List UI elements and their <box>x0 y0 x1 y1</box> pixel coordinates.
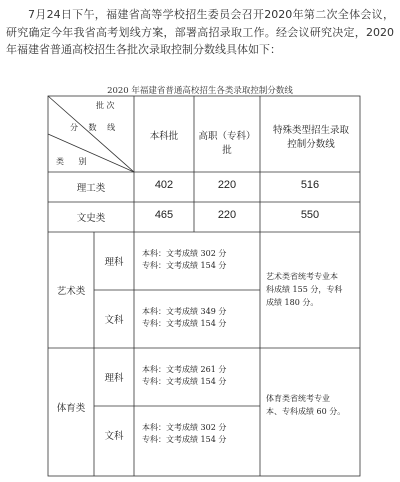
art-note-line3: 成绩 180 分。 <box>266 298 319 307</box>
table-title: 2020 年福建省普通高校招生各类录取控制分数线 <box>107 86 293 96</box>
art-like-label: 理科 <box>104 257 124 268</box>
ligong-benke-score: 402 <box>154 179 174 191</box>
sports-wenke-label: 文科 <box>104 431 124 442</box>
sports-like-line2: 专科：文考成绩 154 分 <box>142 377 227 386</box>
header-gaozhi: 高职（专科）批 <box>198 131 256 156</box>
header-teshu-line1: 特殊类型招生录取 <box>272 125 349 136</box>
wenshi-benke-score: 465 <box>154 209 174 221</box>
sports-note-line1: 体育类省统考专业 <box>266 394 330 403</box>
sports-like-label: 理科 <box>104 373 124 384</box>
row-label-ligong: 理工类 <box>76 183 106 194</box>
art-wenke-label: 文科 <box>104 315 124 326</box>
wenshi-teshu-score: 550 <box>300 209 320 221</box>
row-label-art: 艺术类 <box>56 286 86 297</box>
header-benke: 本科批 <box>149 131 179 142</box>
ligong-gaozhi-score: 220 <box>217 179 237 191</box>
sports-note-line2: 本、专科成绩 60 分。 <box>266 407 346 416</box>
sports-like-line1: 本科：文考成绩 261 分 <box>142 365 227 374</box>
sports-wenke-line2: 专科：文考成绩 154 分 <box>142 435 227 444</box>
sports-note <box>266 392 356 418</box>
corner-label-fenshu: 分 数 线 <box>70 123 120 132</box>
art-like-line1: 本科：文考成绩 302 分 <box>142 249 227 258</box>
intro-paragraph: 7月24日下午，福建省高等学校招生委员会召开2020年第二次全体会议，研究确定今年我省高考划线方案，部署高招录取工作。经会议研究决定，2020年福建省普通高校招生各批次录取控制分数线具体如下： <box>6 8 394 56</box>
ligong-teshu-score: 516 <box>300 179 320 191</box>
corner-label-leibie: 类 别 <box>56 157 93 166</box>
row-label-sports: 体育类 <box>56 403 86 414</box>
art-wenke-line1: 本科：文考成绩 349 分 <box>142 307 227 316</box>
art-note <box>266 270 356 309</box>
corner-label-pici: 批 次 <box>96 101 115 110</box>
header-teshu-line2: 控制分数线 <box>287 139 335 150</box>
art-note-line2: 科成绩 155 分，专科 <box>266 285 343 294</box>
art-like-line2: 专科：文考成绩 154 分 <box>142 261 227 270</box>
row-label-wenshi: 文史类 <box>76 213 106 224</box>
art-wenke-line2: 专科：文考成绩 154 分 <box>142 319 227 328</box>
wenshi-gaozhi-score: 220 <box>217 209 237 221</box>
sports-wenke-line1: 本科：文考成绩 302 分 <box>142 423 227 432</box>
art-note-line1: 艺术类省统考专业本 <box>266 272 338 281</box>
